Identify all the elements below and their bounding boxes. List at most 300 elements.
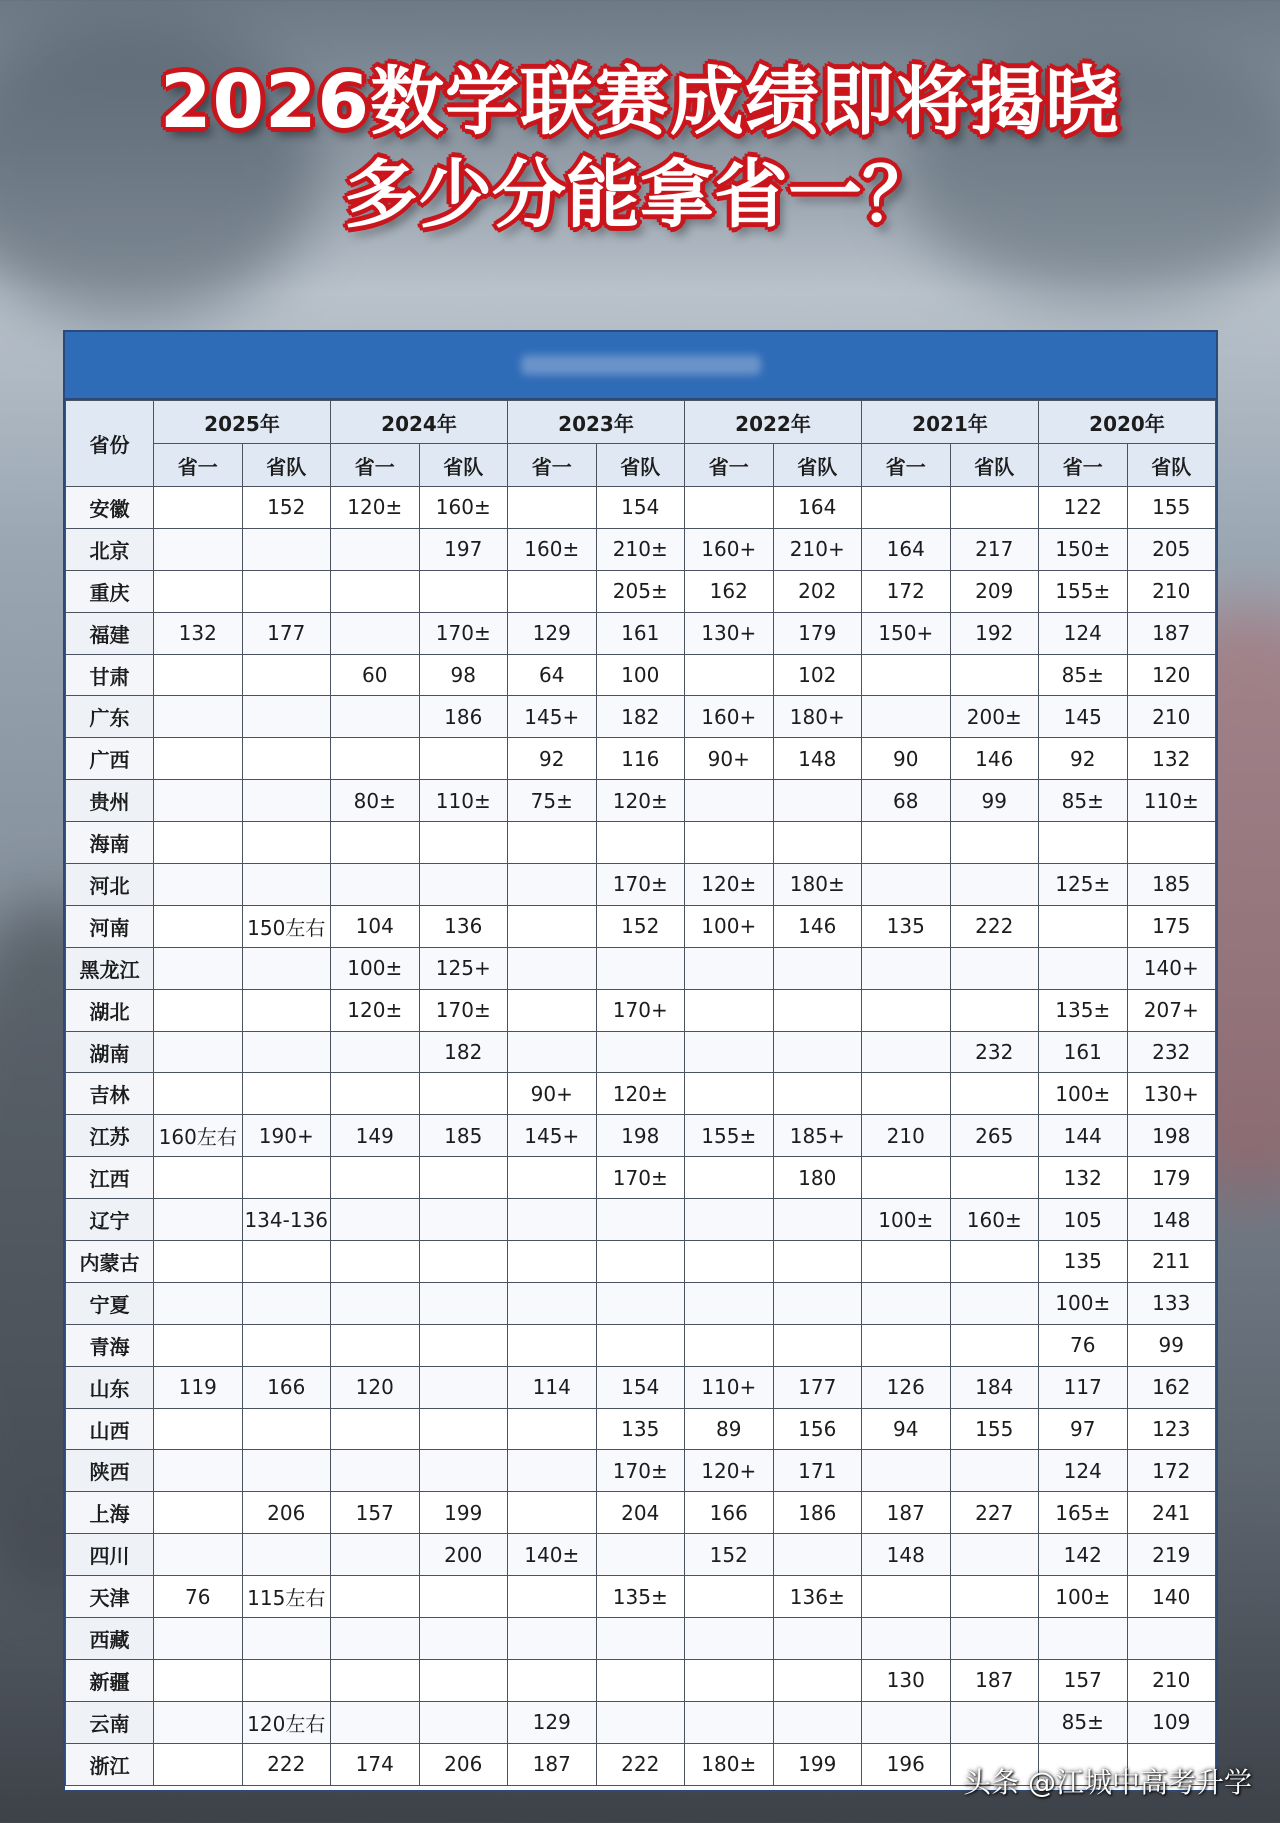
- province-cell: 上海: [66, 1492, 154, 1534]
- score-cell: [950, 822, 1039, 864]
- score-cell: [1039, 905, 1128, 947]
- score-cell: 170±: [596, 1157, 685, 1199]
- score-cell: 76: [1039, 1324, 1128, 1366]
- score-cell: [773, 1241, 862, 1283]
- blurred-banner-text: [521, 355, 761, 375]
- score-cell: 170+: [596, 989, 685, 1031]
- score-cell: 132: [1127, 738, 1216, 780]
- score-cell: [862, 1157, 951, 1199]
- score-cell: 179: [1127, 1157, 1216, 1199]
- score-cell: [1127, 1618, 1216, 1660]
- score-cell: 110+: [685, 1366, 774, 1408]
- score-cell: [862, 1324, 951, 1366]
- score-cell: [331, 1618, 420, 1660]
- score-cell: [419, 1366, 508, 1408]
- score-cell: 120±: [596, 1073, 685, 1115]
- score-cell: 180: [773, 1157, 862, 1199]
- score-cell: [773, 1618, 862, 1660]
- score-cell: 170±: [596, 864, 685, 906]
- province-cell: 陕西: [66, 1450, 154, 1492]
- score-cell: 209: [950, 570, 1039, 612]
- province-cell: 广东: [66, 696, 154, 738]
- score-cell: [419, 1282, 508, 1324]
- score-cell: [508, 864, 597, 906]
- score-cell: 135±: [596, 1576, 685, 1618]
- score-cell: 161: [596, 612, 685, 654]
- score-cell: 152: [596, 905, 685, 947]
- score-cell: 200±: [950, 696, 1039, 738]
- score-cell: [419, 1659, 508, 1701]
- score-cell: 100±: [331, 947, 420, 989]
- score-cell: 160+: [685, 528, 774, 570]
- score-cell: [154, 696, 243, 738]
- score-cell: [154, 1073, 243, 1115]
- table-row: [66, 1618, 1216, 1660]
- score-cell: 162: [1127, 1366, 1216, 1408]
- score-cell: 132: [154, 612, 243, 654]
- score-cell: [685, 487, 774, 529]
- score-cell: 146: [773, 905, 862, 947]
- sub-header: 省队: [242, 444, 331, 487]
- score-cell: 265: [950, 1115, 1039, 1157]
- score-cell: [862, 696, 951, 738]
- score-cell: [242, 738, 331, 780]
- score-cell: 150+: [862, 612, 951, 654]
- year-header: 2020年: [1039, 401, 1216, 444]
- score-cell: 120左右: [242, 1701, 331, 1743]
- score-cell: 135: [862, 905, 951, 947]
- score-cell: 222: [950, 905, 1039, 947]
- score-cell: 100: [596, 654, 685, 696]
- score-cell: [242, 1534, 331, 1576]
- score-cell: [862, 864, 951, 906]
- score-cell: [154, 1199, 243, 1241]
- score-cell: [419, 1576, 508, 1618]
- score-cell: [508, 1618, 597, 1660]
- score-cell: 186: [773, 1492, 862, 1534]
- table-row: [66, 1576, 1216, 1618]
- score-cell: [685, 654, 774, 696]
- score-cell: [508, 905, 597, 947]
- score-cell: 100+: [685, 905, 774, 947]
- score-cell: [596, 1534, 685, 1576]
- table-row: [66, 738, 1216, 780]
- score-cell: [862, 1031, 951, 1073]
- score-cell: 119: [154, 1366, 243, 1408]
- sub-header: 省一: [508, 444, 597, 487]
- score-cell: [154, 654, 243, 696]
- table-row: [66, 989, 1216, 1031]
- score-cell: [419, 1701, 508, 1743]
- score-cell: [862, 1450, 951, 1492]
- province-cell: 安徽: [66, 487, 154, 529]
- score-cell: 227: [950, 1492, 1039, 1534]
- score-cell: 129: [508, 612, 597, 654]
- score-cell: [773, 1282, 862, 1324]
- score-cell: [154, 905, 243, 947]
- score-cell: 185: [419, 1115, 508, 1157]
- score-cell: 114: [508, 1366, 597, 1408]
- score-cell: 162: [685, 570, 774, 612]
- score-cell: [508, 487, 597, 529]
- score-cell: 90+: [685, 738, 774, 780]
- score-cell: [596, 1199, 685, 1241]
- score-cell: [596, 1282, 685, 1324]
- score-cell: [1127, 822, 1216, 864]
- score-cell: [862, 1618, 951, 1660]
- score-cell: 205: [1127, 528, 1216, 570]
- score-cell: 90: [862, 738, 951, 780]
- score-cell: [154, 1282, 243, 1324]
- table-banner: [65, 332, 1216, 400]
- score-cell: 142: [1039, 1534, 1128, 1576]
- score-cell: [685, 1073, 774, 1115]
- score-cell: [685, 780, 774, 822]
- province-cell: 吉林: [66, 1073, 154, 1115]
- score-cell: 172: [1127, 1450, 1216, 1492]
- province-cell: 山西: [66, 1408, 154, 1450]
- score-cell: [596, 822, 685, 864]
- score-cell: [331, 1534, 420, 1576]
- score-cell: [950, 1534, 1039, 1576]
- score-cell: 116: [596, 738, 685, 780]
- score-cell: [685, 1659, 774, 1701]
- score-cell: 180±: [685, 1743, 774, 1785]
- province-cell: 新疆: [66, 1659, 154, 1701]
- score-cell: [1039, 1618, 1128, 1660]
- score-cell: [331, 1701, 420, 1743]
- score-cell: 204: [596, 1492, 685, 1534]
- score-cell: 187: [508, 1743, 597, 1785]
- score-cell: [773, 1659, 862, 1701]
- sub-header: 省队: [773, 444, 862, 487]
- sub-header: 省一: [331, 444, 420, 487]
- score-cell: [331, 1241, 420, 1283]
- score-cell: 140: [1127, 1576, 1216, 1618]
- score-cell: [331, 1031, 420, 1073]
- score-cell: 120±: [685, 864, 774, 906]
- score-cell: [950, 487, 1039, 529]
- score-cell: 217: [950, 528, 1039, 570]
- score-cell: [242, 570, 331, 612]
- score-cell: [419, 1073, 508, 1115]
- score-cell: 110±: [1127, 780, 1216, 822]
- score-cell: [242, 1659, 331, 1701]
- table-row: [66, 696, 1216, 738]
- score-cell: 99: [1127, 1324, 1216, 1366]
- sub-header: 省一: [1039, 444, 1128, 487]
- score-cell: [862, 1241, 951, 1283]
- score-cell: [154, 780, 243, 822]
- score-cell: 68: [862, 780, 951, 822]
- score-cell: 135: [596, 1408, 685, 1450]
- score-cell: 120+: [685, 1450, 774, 1492]
- score-cell: 80±: [331, 780, 420, 822]
- score-cell: [508, 1492, 597, 1534]
- score-cell: 200: [419, 1534, 508, 1576]
- score-cell: 161: [1039, 1031, 1128, 1073]
- province-cell: 内蒙古: [66, 1241, 154, 1283]
- score-cell: [508, 1324, 597, 1366]
- score-cell: [331, 1659, 420, 1701]
- table-row: [66, 1199, 1216, 1241]
- score-cell: [331, 1073, 420, 1115]
- score-cell: 180±: [773, 864, 862, 906]
- score-cell: 145+: [508, 696, 597, 738]
- score-cell: [242, 1408, 331, 1450]
- score-cell: 177: [773, 1366, 862, 1408]
- score-cell: [331, 1199, 420, 1241]
- score-cell: 206: [242, 1492, 331, 1534]
- score-cell: 211: [1127, 1241, 1216, 1283]
- table-row: [66, 1324, 1216, 1366]
- score-cell: [331, 1450, 420, 1492]
- score-cell: 85±: [1039, 780, 1128, 822]
- score-cell: 222: [242, 1743, 331, 1785]
- score-cell: [242, 1324, 331, 1366]
- score-cell: 175: [1127, 905, 1216, 947]
- score-cell: [419, 1618, 508, 1660]
- score-cell: [242, 1031, 331, 1073]
- score-cell: [154, 570, 243, 612]
- score-cell: 190+: [242, 1115, 331, 1157]
- score-cell: 165±: [1039, 1492, 1128, 1534]
- sub-header: 省队: [950, 444, 1039, 487]
- score-cell: 97: [1039, 1408, 1128, 1450]
- score-cell: [950, 1282, 1039, 1324]
- score-cell: [419, 1450, 508, 1492]
- score-cell: [508, 570, 597, 612]
- score-cell: [154, 1659, 243, 1701]
- score-cell: [242, 696, 331, 738]
- score-cell: 98: [419, 654, 508, 696]
- score-cell: 210: [862, 1115, 951, 1157]
- score-cell: 152: [242, 487, 331, 529]
- score-cell: [242, 1241, 331, 1283]
- score-cell: 199: [419, 1492, 508, 1534]
- score-cell: [419, 1241, 508, 1283]
- score-cell: 140±: [508, 1534, 597, 1576]
- sub-header: 省一: [154, 444, 243, 487]
- score-cell: 85±: [1039, 1701, 1128, 1743]
- score-cell: [685, 1282, 774, 1324]
- score-cell: [242, 654, 331, 696]
- sub-header: 省一: [862, 444, 951, 487]
- score-cell: [331, 1408, 420, 1450]
- score-cell: [685, 1199, 774, 1241]
- score-cell: 157: [1039, 1659, 1128, 1701]
- score-cell: 219: [1127, 1534, 1216, 1576]
- score-cell: 104: [331, 905, 420, 947]
- score-cell: [773, 780, 862, 822]
- score-cell: [154, 1450, 243, 1492]
- score-cell: 196: [862, 1743, 951, 1785]
- score-cell: [419, 1199, 508, 1241]
- score-cell: 166: [242, 1366, 331, 1408]
- score-cell: [154, 1408, 243, 1450]
- sub-header: 省队: [596, 444, 685, 487]
- score-cell: 187: [1127, 612, 1216, 654]
- score-cell: 160±: [419, 487, 508, 529]
- score-cell: 92: [508, 738, 597, 780]
- table-row: [66, 1701, 1216, 1743]
- score-cell: 64: [508, 654, 597, 696]
- score-cell: 150±: [1039, 528, 1128, 570]
- score-cell: 155±: [1039, 570, 1128, 612]
- score-cell: [242, 864, 331, 906]
- score-cell: 157: [331, 1492, 420, 1534]
- score-cell: 170±: [419, 989, 508, 1031]
- score-cell: [331, 696, 420, 738]
- score-cell: [685, 1576, 774, 1618]
- score-cell: 92: [1039, 738, 1128, 780]
- score-cell: [508, 947, 597, 989]
- score-cell: 120±: [331, 989, 420, 1031]
- score-cell: [419, 864, 508, 906]
- score-cell: [331, 528, 420, 570]
- score-cell: [242, 989, 331, 1031]
- score-cell: [242, 822, 331, 864]
- score-cell: 100±: [1039, 1282, 1128, 1324]
- score-cell: 170±: [419, 612, 508, 654]
- table-row: [66, 654, 1216, 696]
- score-cell: 206: [419, 1743, 508, 1785]
- score-cell: [773, 989, 862, 1031]
- score-cell: [862, 1073, 951, 1115]
- score-cell: 134-136: [242, 1199, 331, 1241]
- score-cell: 85±: [1039, 654, 1128, 696]
- score-cell: [508, 1450, 597, 1492]
- score-cell: [685, 1241, 774, 1283]
- score-cell: 160+: [685, 696, 774, 738]
- score-cell: 166: [685, 1492, 774, 1534]
- score-cell: [685, 1618, 774, 1660]
- score-cell: 110±: [419, 780, 508, 822]
- table-row: [66, 1115, 1216, 1157]
- table-row: [66, 1534, 1216, 1576]
- score-cell: 136±: [773, 1576, 862, 1618]
- year-header: 2023年: [508, 401, 685, 444]
- score-cell: [773, 822, 862, 864]
- score-cell: 94: [862, 1408, 951, 1450]
- table-row: [66, 947, 1216, 989]
- table-row: [66, 1450, 1216, 1492]
- title-line-2: 多少分能拿省一？: [344, 151, 936, 238]
- score-cell: [508, 1576, 597, 1618]
- score-cell: [950, 1701, 1039, 1743]
- province-cell: 辽宁: [66, 1199, 154, 1241]
- province-cell: 天津: [66, 1576, 154, 1618]
- table-row: [66, 1659, 1216, 1701]
- score-cell: [419, 1408, 508, 1450]
- score-cell: 207+: [1127, 989, 1216, 1031]
- score-cell: 90+: [508, 1073, 597, 1115]
- table-body: [66, 487, 1216, 1786]
- score-cell: [154, 1492, 243, 1534]
- table-row: [66, 905, 1216, 947]
- score-cell: 184: [950, 1366, 1039, 1408]
- score-cell: [508, 1031, 597, 1073]
- score-cell: [773, 1534, 862, 1576]
- score-cell: 210±: [596, 528, 685, 570]
- score-cell: [685, 1701, 774, 1743]
- score-cell: 232: [1127, 1031, 1216, 1073]
- year-header: 2024年: [331, 401, 508, 444]
- province-cell: 湖南: [66, 1031, 154, 1073]
- score-cell: [685, 947, 774, 989]
- score-cell: [950, 1157, 1039, 1199]
- score-cell: [773, 1199, 862, 1241]
- table-row: [66, 1408, 1216, 1450]
- table-row: [66, 780, 1216, 822]
- score-cell: 120±: [331, 487, 420, 529]
- score-cell: [331, 1324, 420, 1366]
- score-cell: 99: [950, 780, 1039, 822]
- province-cell: 重庆: [66, 570, 154, 612]
- score-cell: 160±: [508, 528, 597, 570]
- score-cell: 182: [596, 696, 685, 738]
- score-cell: [950, 1241, 1039, 1283]
- table-row: [66, 1157, 1216, 1199]
- score-cell: [154, 989, 243, 1031]
- score-cell: 177: [242, 612, 331, 654]
- score-cell: 145: [1039, 696, 1128, 738]
- score-cell: [508, 989, 597, 1031]
- score-cell: 125±: [1039, 864, 1128, 906]
- score-cell: 160左右: [154, 1115, 243, 1157]
- score-cell: [331, 1282, 420, 1324]
- score-table: [65, 400, 1216, 1786]
- score-cell: 60: [331, 654, 420, 696]
- score-cell: 148: [773, 738, 862, 780]
- score-cell: 124: [1039, 612, 1128, 654]
- score-cell: [154, 1701, 243, 1743]
- score-cell: [419, 738, 508, 780]
- score-cell: [331, 570, 420, 612]
- score-cell: 210: [1127, 1659, 1216, 1701]
- table-row: [66, 570, 1216, 612]
- score-cell: 124: [1039, 1450, 1128, 1492]
- score-cell: 76: [154, 1576, 243, 1618]
- score-cell: 89: [685, 1408, 774, 1450]
- score-cell: 160±: [950, 1199, 1039, 1241]
- score-cell: 198: [596, 1115, 685, 1157]
- score-cell: 135: [1039, 1241, 1128, 1283]
- score-cell: 171: [773, 1450, 862, 1492]
- score-cell: [508, 1241, 597, 1283]
- province-cell: 云南: [66, 1701, 154, 1743]
- province-cell: 宁夏: [66, 1282, 154, 1324]
- score-cell: [596, 1031, 685, 1073]
- score-cell: 222: [596, 1743, 685, 1785]
- province-cell: 黑龙江: [66, 947, 154, 989]
- score-cell: [154, 1157, 243, 1199]
- table-row: [66, 1492, 1216, 1534]
- score-cell: 120±: [596, 780, 685, 822]
- table-row: [66, 1241, 1216, 1283]
- score-cell: 130+: [685, 612, 774, 654]
- table-row: [66, 1366, 1216, 1408]
- score-cell: [154, 1743, 243, 1785]
- score-cell: [596, 1241, 685, 1283]
- score-cell: 126: [862, 1366, 951, 1408]
- sub-header: 省一: [685, 444, 774, 487]
- score-cell: 155: [1127, 487, 1216, 529]
- score-cell: [419, 822, 508, 864]
- score-cell: [950, 864, 1039, 906]
- table-row: [66, 1073, 1216, 1115]
- score-cell: [596, 1659, 685, 1701]
